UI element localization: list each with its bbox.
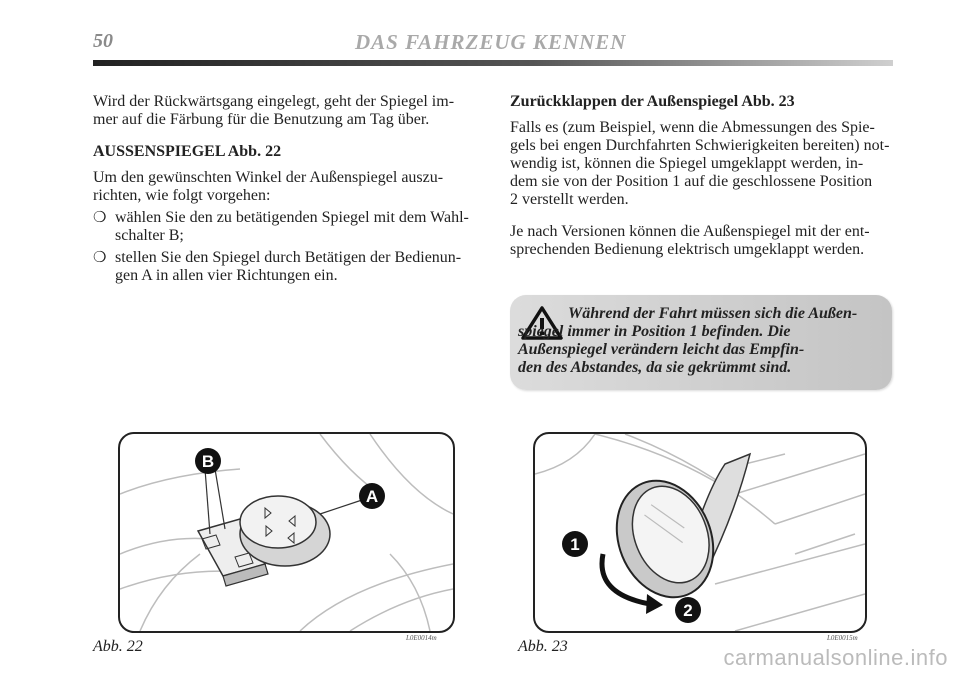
text-line: 2 verstellt werden. xyxy=(510,191,629,208)
text-line: Je nach Versionen können die Außenspiegel mit der ent- xyxy=(510,223,870,240)
text-line: wählen Sie den zu betätigenden Spiegel mit dem Wahl- xyxy=(115,209,469,226)
text-line: gels bei engen Durchfahrten Schwierigkeiten bereiten) not- xyxy=(510,137,890,154)
figure-code: L0E0015m xyxy=(827,634,858,642)
figure-label: 1 xyxy=(570,535,580,554)
text-line: spiegel immer in Position 1 befinden. Die xyxy=(518,323,791,340)
watermark: carmanualsonline.info xyxy=(723,645,948,670)
text-line: Um den gewünschten Winkel der Außenspiegel auszu- xyxy=(93,169,444,186)
intro-paragraph xyxy=(93,93,478,129)
text-line: gen A in allen vier Richtungen ein. xyxy=(115,267,338,284)
text-line: Außenspiegel verändern leicht das Empfin- xyxy=(518,341,805,358)
text-line: Während der Fahrt müssen sich die Außen- xyxy=(568,305,858,322)
text-line: wendig ist, können die Spiegel umgeklappt werden, in- xyxy=(510,155,864,172)
section-heading: Zurückklappen der Außenspiegel Abb. 23 xyxy=(510,93,795,110)
figure-label: B xyxy=(201,452,215,471)
figure-caption: Abb. 22 xyxy=(93,638,143,655)
page-number: 50 xyxy=(93,30,113,52)
header-rule xyxy=(93,60,893,66)
figure-mirror-folding xyxy=(533,432,867,633)
folding-paragraph xyxy=(510,119,895,209)
bullet-ring-icon: ❍ xyxy=(93,250,107,266)
mirror-control-illustration xyxy=(120,434,453,631)
instruction-paragraph xyxy=(93,169,478,205)
text-line: sprechenden Bedienung elektrisch umgeklappt werden. xyxy=(510,241,865,258)
text-line: schalter B; xyxy=(115,227,184,244)
warning-box xyxy=(510,295,892,390)
section-title: DAS FAHRZEUG KENNEN xyxy=(355,30,627,54)
figure-caption: Abb. 23 xyxy=(518,638,568,655)
text-line: Falls es (zum Beispiel, wenn die Abmessungen des Spie- xyxy=(510,119,875,136)
figure-label: 2 xyxy=(683,601,693,620)
text-line: richten, wie folgt vorgehen: xyxy=(93,187,271,204)
electric-paragraph xyxy=(510,223,895,259)
mirror-folding-illustration xyxy=(535,434,865,631)
bullet-ring-icon: ❍ xyxy=(93,210,107,226)
left-column xyxy=(93,93,478,285)
text-line: den des Abstandes, da sie gekrümmt sind. xyxy=(518,359,792,376)
text-line: stellen Sie den Spiegel durch Betätigen der Bedienun- xyxy=(115,249,462,266)
text-line: Wird der Rückwärtsgang eingelegt, geht der Spiegel im- xyxy=(93,93,455,110)
section-heading: AUSSENSPIEGEL Abb. 22 xyxy=(93,143,282,160)
bullet-item xyxy=(93,249,478,285)
warning-text xyxy=(518,305,888,377)
figure-mirror-controls xyxy=(118,432,455,633)
text-line: dem sie von der Position 1 auf die geschlossene Position xyxy=(510,173,873,190)
text-line: mer auf die Färbung für die Benutzung am Tag über. xyxy=(93,111,430,128)
bullet-item xyxy=(93,209,478,245)
right-column xyxy=(510,93,895,259)
figure-label: A xyxy=(365,487,379,506)
figure-code: L0E0014m xyxy=(406,634,437,642)
